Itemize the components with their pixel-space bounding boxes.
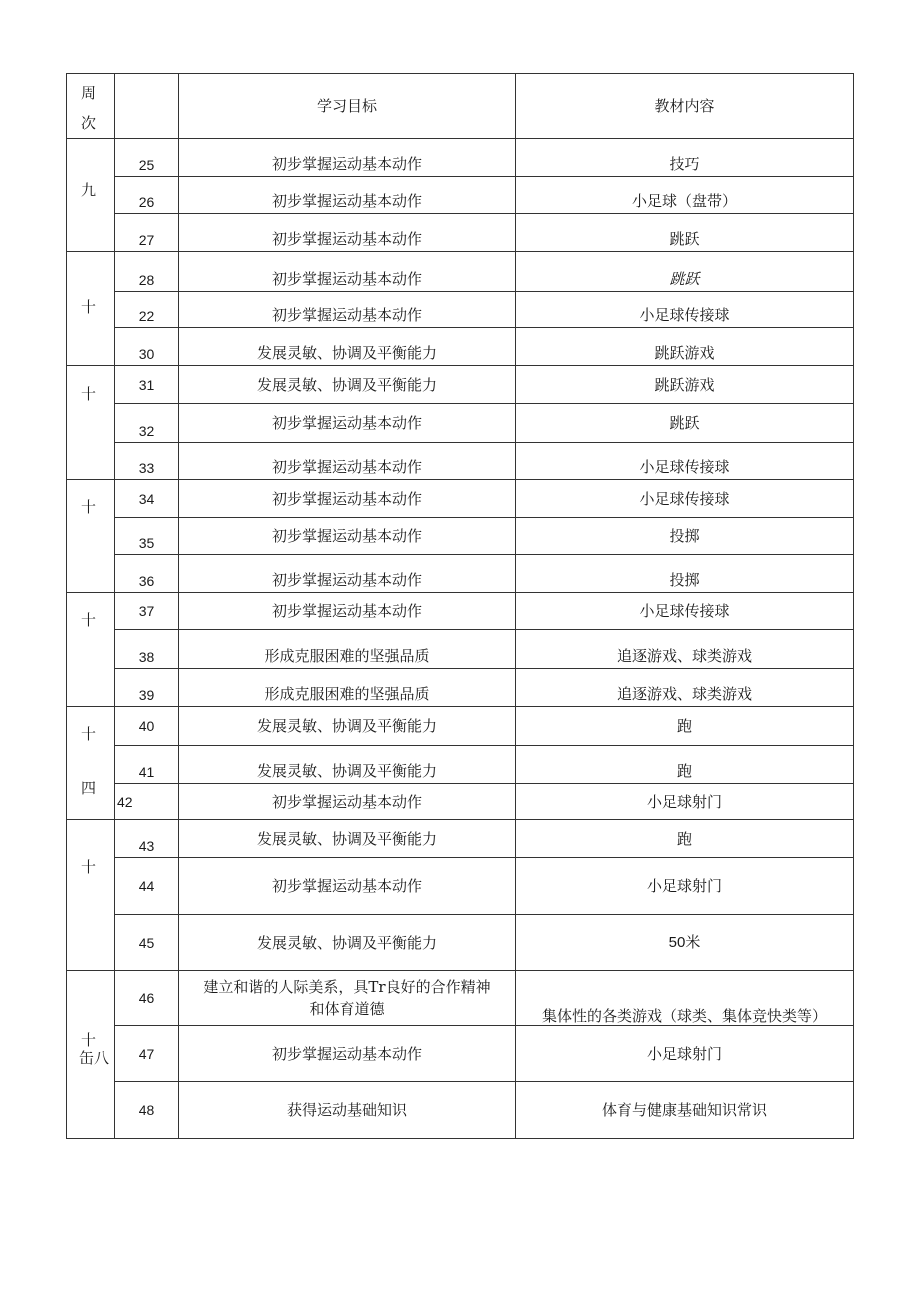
week-cell <box>67 707 115 820</box>
header-week-cell <box>67 74 115 139</box>
lesson-num: 35 <box>115 518 179 555</box>
table-row <box>67 1026 854 1082</box>
lesson-num: 43 <box>115 820 179 858</box>
teaching-content: 追逐游戏、球类游戏 <box>516 669 854 707</box>
teaching-content-text: 跳跃 <box>669 270 700 288</box>
week-label: 十 <box>81 725 97 743</box>
learning-goal: 发展灵敏、协调及平衡能力 <box>179 366 516 404</box>
learning-goal: 发展灵敏、协调及平衡能力 <box>179 328 516 366</box>
lesson-num: 40 <box>115 707 179 746</box>
teaching-content: 跑 <box>516 707 854 746</box>
table-row <box>67 214 854 252</box>
week-cell <box>67 593 115 707</box>
teaching-content: 跑 <box>516 746 854 784</box>
teaching-content: 小足球传接球 <box>516 292 854 328</box>
learning-goal: 初步掌握运动基本动作 <box>179 858 516 915</box>
table-row <box>67 593 854 630</box>
table-row <box>67 480 854 518</box>
learning-goal: 发展灵敏、协调及平衡能力 <box>179 707 516 746</box>
table-row <box>67 1082 854 1139</box>
teaching-content: 跳跃 <box>516 404 854 443</box>
learning-goal: 初步掌握运动基本动作 <box>179 214 516 252</box>
learning-goal <box>179 971 516 1026</box>
week-label: 十 <box>81 498 97 516</box>
week-cell <box>67 139 115 252</box>
teaching-content: 投掷 <box>516 518 854 555</box>
learning-goal: 初步掌握运动基本动作 <box>179 1026 516 1082</box>
teaching-content: 跳跃游戏 <box>516 366 854 404</box>
week-cell <box>67 366 115 480</box>
week-cell <box>67 971 115 1139</box>
lesson-num: 47 <box>115 1026 179 1082</box>
lesson-num: 25 <box>115 139 179 177</box>
week-label: 十 <box>81 858 97 876</box>
teaching-content-text: 50米 <box>668 934 701 951</box>
learning-goal: 获得运动基础知识 <box>179 1082 516 1139</box>
teaching-content: 技巧 <box>516 139 854 177</box>
lesson-num: 41 <box>115 746 179 784</box>
learning-goal: 形成克服困难的坚强品质 <box>179 630 516 669</box>
week-label: 十 <box>81 1031 97 1049</box>
lesson-num: 33 <box>115 443 179 480</box>
lesson-num: 30 <box>115 328 179 366</box>
teaching-content: 集体性的各类游戏（球类、集体竞快类等） <box>516 971 854 1026</box>
week-label: 十 <box>81 611 97 629</box>
table-row <box>67 858 854 915</box>
table-row <box>67 404 854 443</box>
teaching-content: 追逐游戏、球类游戏 <box>516 630 854 669</box>
table-row <box>67 971 854 1026</box>
learning-goal: 初步掌握运动基本动作 <box>179 443 516 480</box>
week-label: 九 <box>81 181 97 199</box>
header-row <box>67 74 854 139</box>
learning-goal: 发展灵敏、协调及平衡能力 <box>179 820 516 858</box>
lesson-num: 36 <box>115 555 179 593</box>
teaching-content: 体育与健康基础知识常识 <box>516 1082 854 1139</box>
teaching-content: 投掷 <box>516 555 854 593</box>
lesson-num: 38 <box>115 630 179 669</box>
week-cell <box>67 820 115 971</box>
week-label-second: 四 <box>81 779 97 797</box>
table-row <box>67 746 854 784</box>
lesson-num: 42 <box>115 784 179 820</box>
table-row <box>67 443 854 480</box>
header-goal-cell: 学习目标 <box>179 74 516 139</box>
teaching-content: 小足球射门 <box>516 858 854 915</box>
week-label: 十 <box>81 298 97 316</box>
lesson-num: 32 <box>115 404 179 443</box>
learning-goal-line-1: 建立和谐的人际美系，具Tr良好的合作精神 <box>203 978 491 996</box>
week-label-second: 缶八 <box>79 1049 110 1067</box>
learning-goal: 初步掌握运动基本动作 <box>179 518 516 555</box>
table-row <box>67 915 854 971</box>
teaching-content: 跑 <box>516 820 854 858</box>
header-week-bottom: 次 <box>81 114 97 132</box>
lesson-num: 37 <box>115 593 179 630</box>
week-label: 十 <box>81 385 97 403</box>
table-row <box>67 820 854 858</box>
learning-goal-line-2: 和体育道德 <box>309 1000 385 1018</box>
lesson-num: 44 <box>115 858 179 915</box>
lesson-num: 45 <box>115 915 179 971</box>
table-row <box>67 669 854 707</box>
table-row <box>67 555 854 593</box>
table-row <box>67 252 854 292</box>
learning-goal: 初步掌握运动基本动作 <box>179 292 516 328</box>
teaching-content: 跳跃游戏 <box>516 328 854 366</box>
learning-goal: 初步掌握运动基本动作 <box>179 177 516 214</box>
header-content-cell: 教材内容 <box>516 74 854 139</box>
learning-goal: 形成克服困难的坚强品质 <box>179 669 516 707</box>
teaching-content: 小足球传接球 <box>516 443 854 480</box>
teaching-content: 小足球射门 <box>516 1026 854 1082</box>
table-row <box>67 518 854 555</box>
teaching-content: 跳跃 <box>516 214 854 252</box>
week-cell <box>67 480 115 593</box>
learning-goal: 初步掌握运动基本动作 <box>179 252 516 292</box>
lesson-num: 39 <box>115 669 179 707</box>
table-row <box>67 784 854 820</box>
table-row <box>67 177 854 214</box>
teaching-content: 小足球传接球 <box>516 593 854 630</box>
learning-goal: 初步掌握运动基本动作 <box>179 593 516 630</box>
lesson-num: 22 <box>115 292 179 328</box>
teaching-content: 小足球射门 <box>516 784 854 820</box>
learning-goal: 初步掌握运动基本动作 <box>179 480 516 518</box>
lesson-num: 31 <box>115 366 179 404</box>
table-row <box>67 328 854 366</box>
lesson-num: 28 <box>115 252 179 292</box>
learning-goal: 初步掌握运动基本动作 <box>179 555 516 593</box>
teaching-content: 小足球传接球 <box>516 480 854 518</box>
lesson-num: 48 <box>115 1082 179 1139</box>
header-num-cell <box>115 74 179 139</box>
table-row <box>67 366 854 404</box>
week-cell <box>67 252 115 366</box>
lesson-num: 34 <box>115 480 179 518</box>
header-week-top: 周 <box>81 84 97 102</box>
teaching-schedule-table <box>66 73 854 1139</box>
learning-goal: 发展灵敏、协调及平衡能力 <box>179 746 516 784</box>
teaching-content: 小足球（盘带） <box>516 177 854 214</box>
table-row <box>67 139 854 177</box>
learning-goal: 初步掌握运动基本动作 <box>179 404 516 443</box>
lesson-num: 26 <box>115 177 179 214</box>
teaching-content <box>516 915 854 971</box>
learning-goal: 初步掌握运动基本动作 <box>179 139 516 177</box>
table-row <box>67 630 854 669</box>
table-row <box>67 292 854 328</box>
learning-goal: 初步掌握运动基本动作 <box>179 784 516 820</box>
lesson-num: 46 <box>115 971 179 1026</box>
learning-goal: 发展灵敏、协调及平衡能力 <box>179 915 516 971</box>
table-row <box>67 707 854 746</box>
lesson-num: 27 <box>115 214 179 252</box>
teaching-content <box>516 252 854 292</box>
